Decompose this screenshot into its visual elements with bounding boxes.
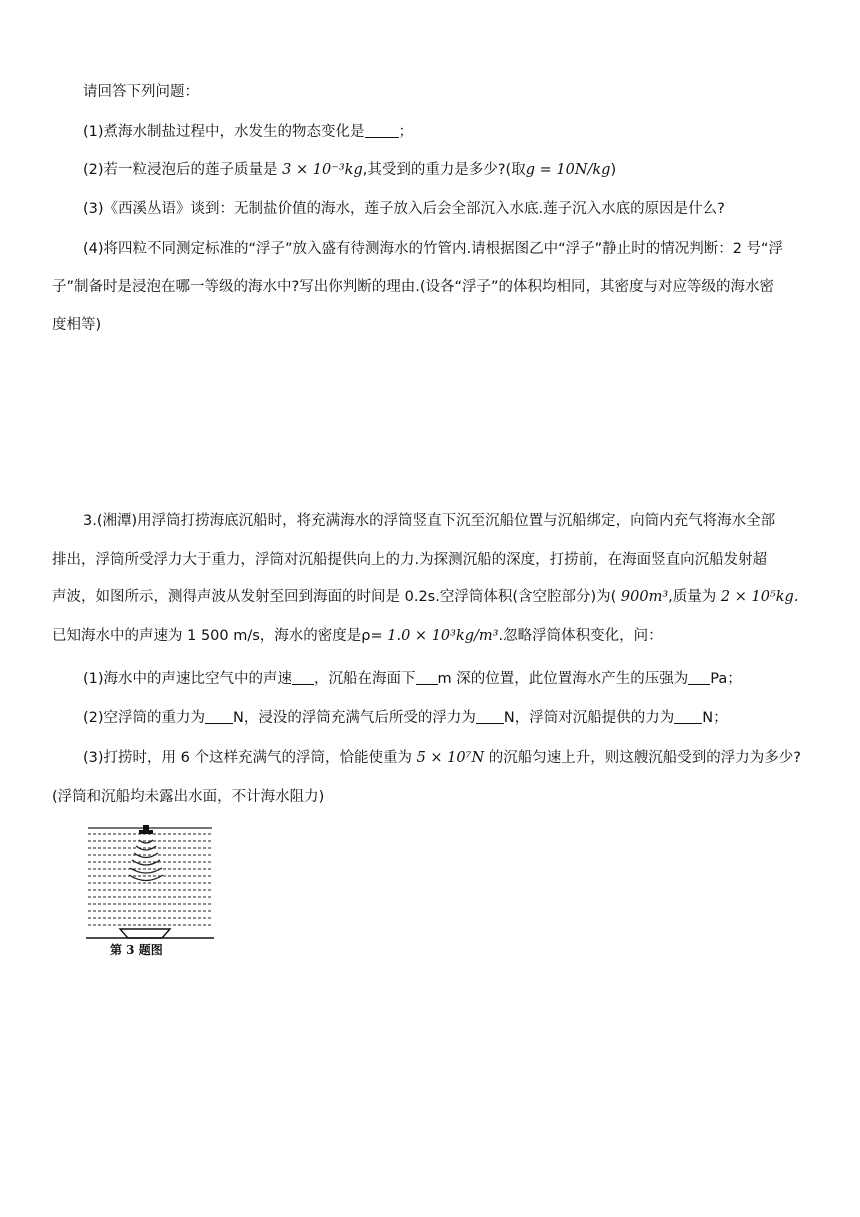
sonar-shipwreck-figure xyxy=(86,822,214,942)
q2-part1: (1)煮海水制盐过程中，水发生的物态变化是 ； xyxy=(83,124,414,140)
intro-text: 请回答下列问题： xyxy=(83,84,199,100)
answer-blank[interactable] xyxy=(476,709,504,724)
answer-blank[interactable] xyxy=(365,123,399,138)
q3-sub1: (1)海水中的声速比空气中的声速 ，沉船在海面下 m 深的位置，此位置海水产生的压强为 Pa； xyxy=(83,671,742,687)
q2-part4-line2: 子”制备时是浸泡在哪一等级的海水中?写出你判断的理由.(设各“浮子”的体积均相同，其密度与对应等级的海水密 xyxy=(52,279,774,295)
q2-part3: (3)《西溪丛语》谈到：无制盐价值的海水，莲子放入后会全部沉入水底.莲子沉入水底的原因是什么? xyxy=(83,201,725,217)
q3-sub3-line2: (浮筒和沉船均未露出水面，不计海水阻力) xyxy=(52,789,325,805)
q3-line2: 排出，浮筒所受浮力大于重力，浮筒对沉船提供向上的力.为探测沉船的深度，打捞前，在海面竖直向沉船发射超 xyxy=(52,552,768,568)
q3-sub3-line1: (3)打捞时，用 6 个这样充满气的浮筒，恰能使重为 5 × 10⁷N 的沉船匀速上升，则这艘沉船受到的浮力为多少? xyxy=(83,750,801,766)
q3-line1: 3.(湘潭)用浮筒打捞海底沉船时，将充满海水的浮筒竖直下沉至沉船位置与沉船绑定，向筒内充气将海水全部 xyxy=(83,513,776,529)
q2-part4-line1: (4)将四粒不同测定标准的“浮子”放入盛有待测海水的竹管内.请根据图乙中“浮子”静止时的情况判断：2 号“浮 xyxy=(83,241,784,257)
sea-water-lines xyxy=(88,834,212,925)
shipwreck-icon xyxy=(120,929,170,938)
sound-wave-arcs xyxy=(129,840,163,881)
sonar-emitter-icon xyxy=(139,825,153,834)
answer-blank[interactable] xyxy=(416,670,438,685)
q3-sub2: (2)空浮筒的重力为 N，浸没的浮筒充满气后所受的浮力为 N，浮筒对沉船提供的力为 N； xyxy=(83,710,728,726)
answer-blank[interactable] xyxy=(688,670,710,685)
answer-blank[interactable] xyxy=(674,709,702,724)
q3-line3: 声波，如图所示，测得声波从发射至回到海面的时间是 0.2s.空浮筒体积(含空腔部分)为( 900m³,质量为 2 × 10⁵kg. xyxy=(52,589,799,605)
q2-part2: (2)若一粒浸泡后的莲子质量是 3 × 10⁻³kg,其受到的重力是多少?(取g = 10N/kg) xyxy=(83,162,617,178)
answer-blank[interactable] xyxy=(292,670,314,685)
figure-caption: 第 3 题图 xyxy=(110,943,163,957)
q2-part4-line3: 度相等) xyxy=(52,317,102,333)
q3-line4: 已知海水中的声速为 1 500 m/s，海水的密度是ρ= 1.0 × 10³kg/m³.忽略浮筒体积变化，问： xyxy=(52,628,663,644)
answer-blank[interactable] xyxy=(205,709,233,724)
